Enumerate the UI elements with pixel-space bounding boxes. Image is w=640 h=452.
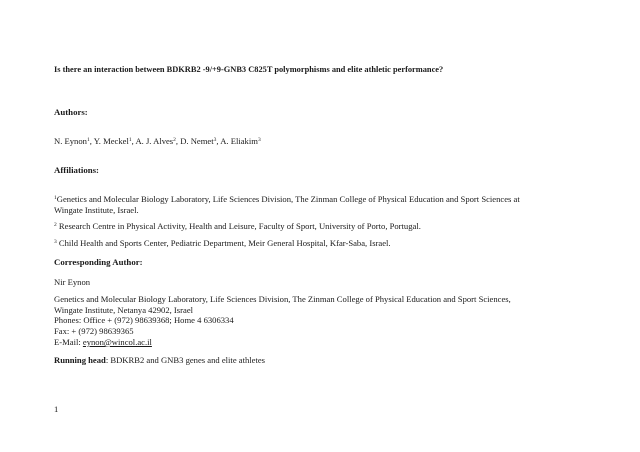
corresponding-author-heading: Corresponding Author: xyxy=(54,257,143,267)
corresponding-author-contact xyxy=(54,294,511,348)
author-separator: , xyxy=(175,136,181,146)
affiliation-text: Genetics and Molecular Biology Laboratory, Life Sciences Division, The Zinman College of Physical Education and Sport Sciences at xyxy=(56,194,520,204)
author-name: N. Eynon xyxy=(54,136,87,146)
author-name: A. Eliakim xyxy=(220,136,258,146)
running-head-text: : BDKRB2 and GNB3 genes and elite athletes xyxy=(105,355,266,365)
email-label: E-Mail: xyxy=(54,336,83,347)
author-separator: , xyxy=(89,136,94,146)
address-line: Wingate Institute, Netanya 42902, Israel xyxy=(54,304,194,315)
affiliations-heading: Affiliations: xyxy=(54,165,99,175)
affiliation-number: 2 xyxy=(54,222,57,228)
author-separator: , xyxy=(131,136,136,146)
paper-title: Is there an interaction between BDKRB2 -9/+9-GNB3 C825T polymorphisms and elite athletic performance? xyxy=(54,65,444,74)
corresponding-author-name: Nir Eynon xyxy=(54,277,91,287)
affiliation-text: Child Health and Sports Center, Pediatric Department, Meir General Hospital, Kfar-Saba, Israel. xyxy=(56,238,391,248)
fax-line: Fax: + (972) 98639365 xyxy=(54,326,134,337)
running-head-label: Running head xyxy=(54,355,106,365)
email-link[interactable]: eynon@wincol.ac.il xyxy=(82,336,152,347)
author-list xyxy=(54,136,261,147)
author-affiliation-mark: 1 xyxy=(128,137,132,143)
author-affiliation-mark: 3 xyxy=(213,137,217,143)
phone-line: Phones: Office + (972) 98639368; Home 4 6306334 xyxy=(54,315,234,326)
affiliation-number: 3 xyxy=(54,239,57,245)
author-name: A. J. Alves xyxy=(135,136,174,146)
author-affiliation-mark: 1 xyxy=(86,137,90,143)
affiliation-item xyxy=(54,238,391,249)
author-name: D. Nemet xyxy=(180,136,214,146)
affiliation-item xyxy=(54,221,421,232)
running-head xyxy=(54,355,265,366)
author-separator: , xyxy=(216,136,221,146)
page-number: 1 xyxy=(54,404,59,414)
address-line: Genetics and Molecular Biology Laboratory, Life Sciences Division, The Zinman College of Physical Education and Sport Sciences, xyxy=(54,294,511,304)
authors-heading: Authors: xyxy=(54,107,88,117)
affiliation-text-continued: Wingate Institute, Israel. xyxy=(54,204,139,215)
affiliation-number: 1 xyxy=(54,195,57,201)
affiliation-text: Research Centre in Physical Activity, Health and Leisure, Faculty of Sport, University of Porto, Portugal. xyxy=(56,221,421,231)
author-affiliation-mark: 3 xyxy=(257,137,261,143)
author-name: Y. Meckel xyxy=(93,136,129,146)
affiliation-item xyxy=(54,194,520,215)
author-affiliation-mark: 2 xyxy=(173,137,176,143)
